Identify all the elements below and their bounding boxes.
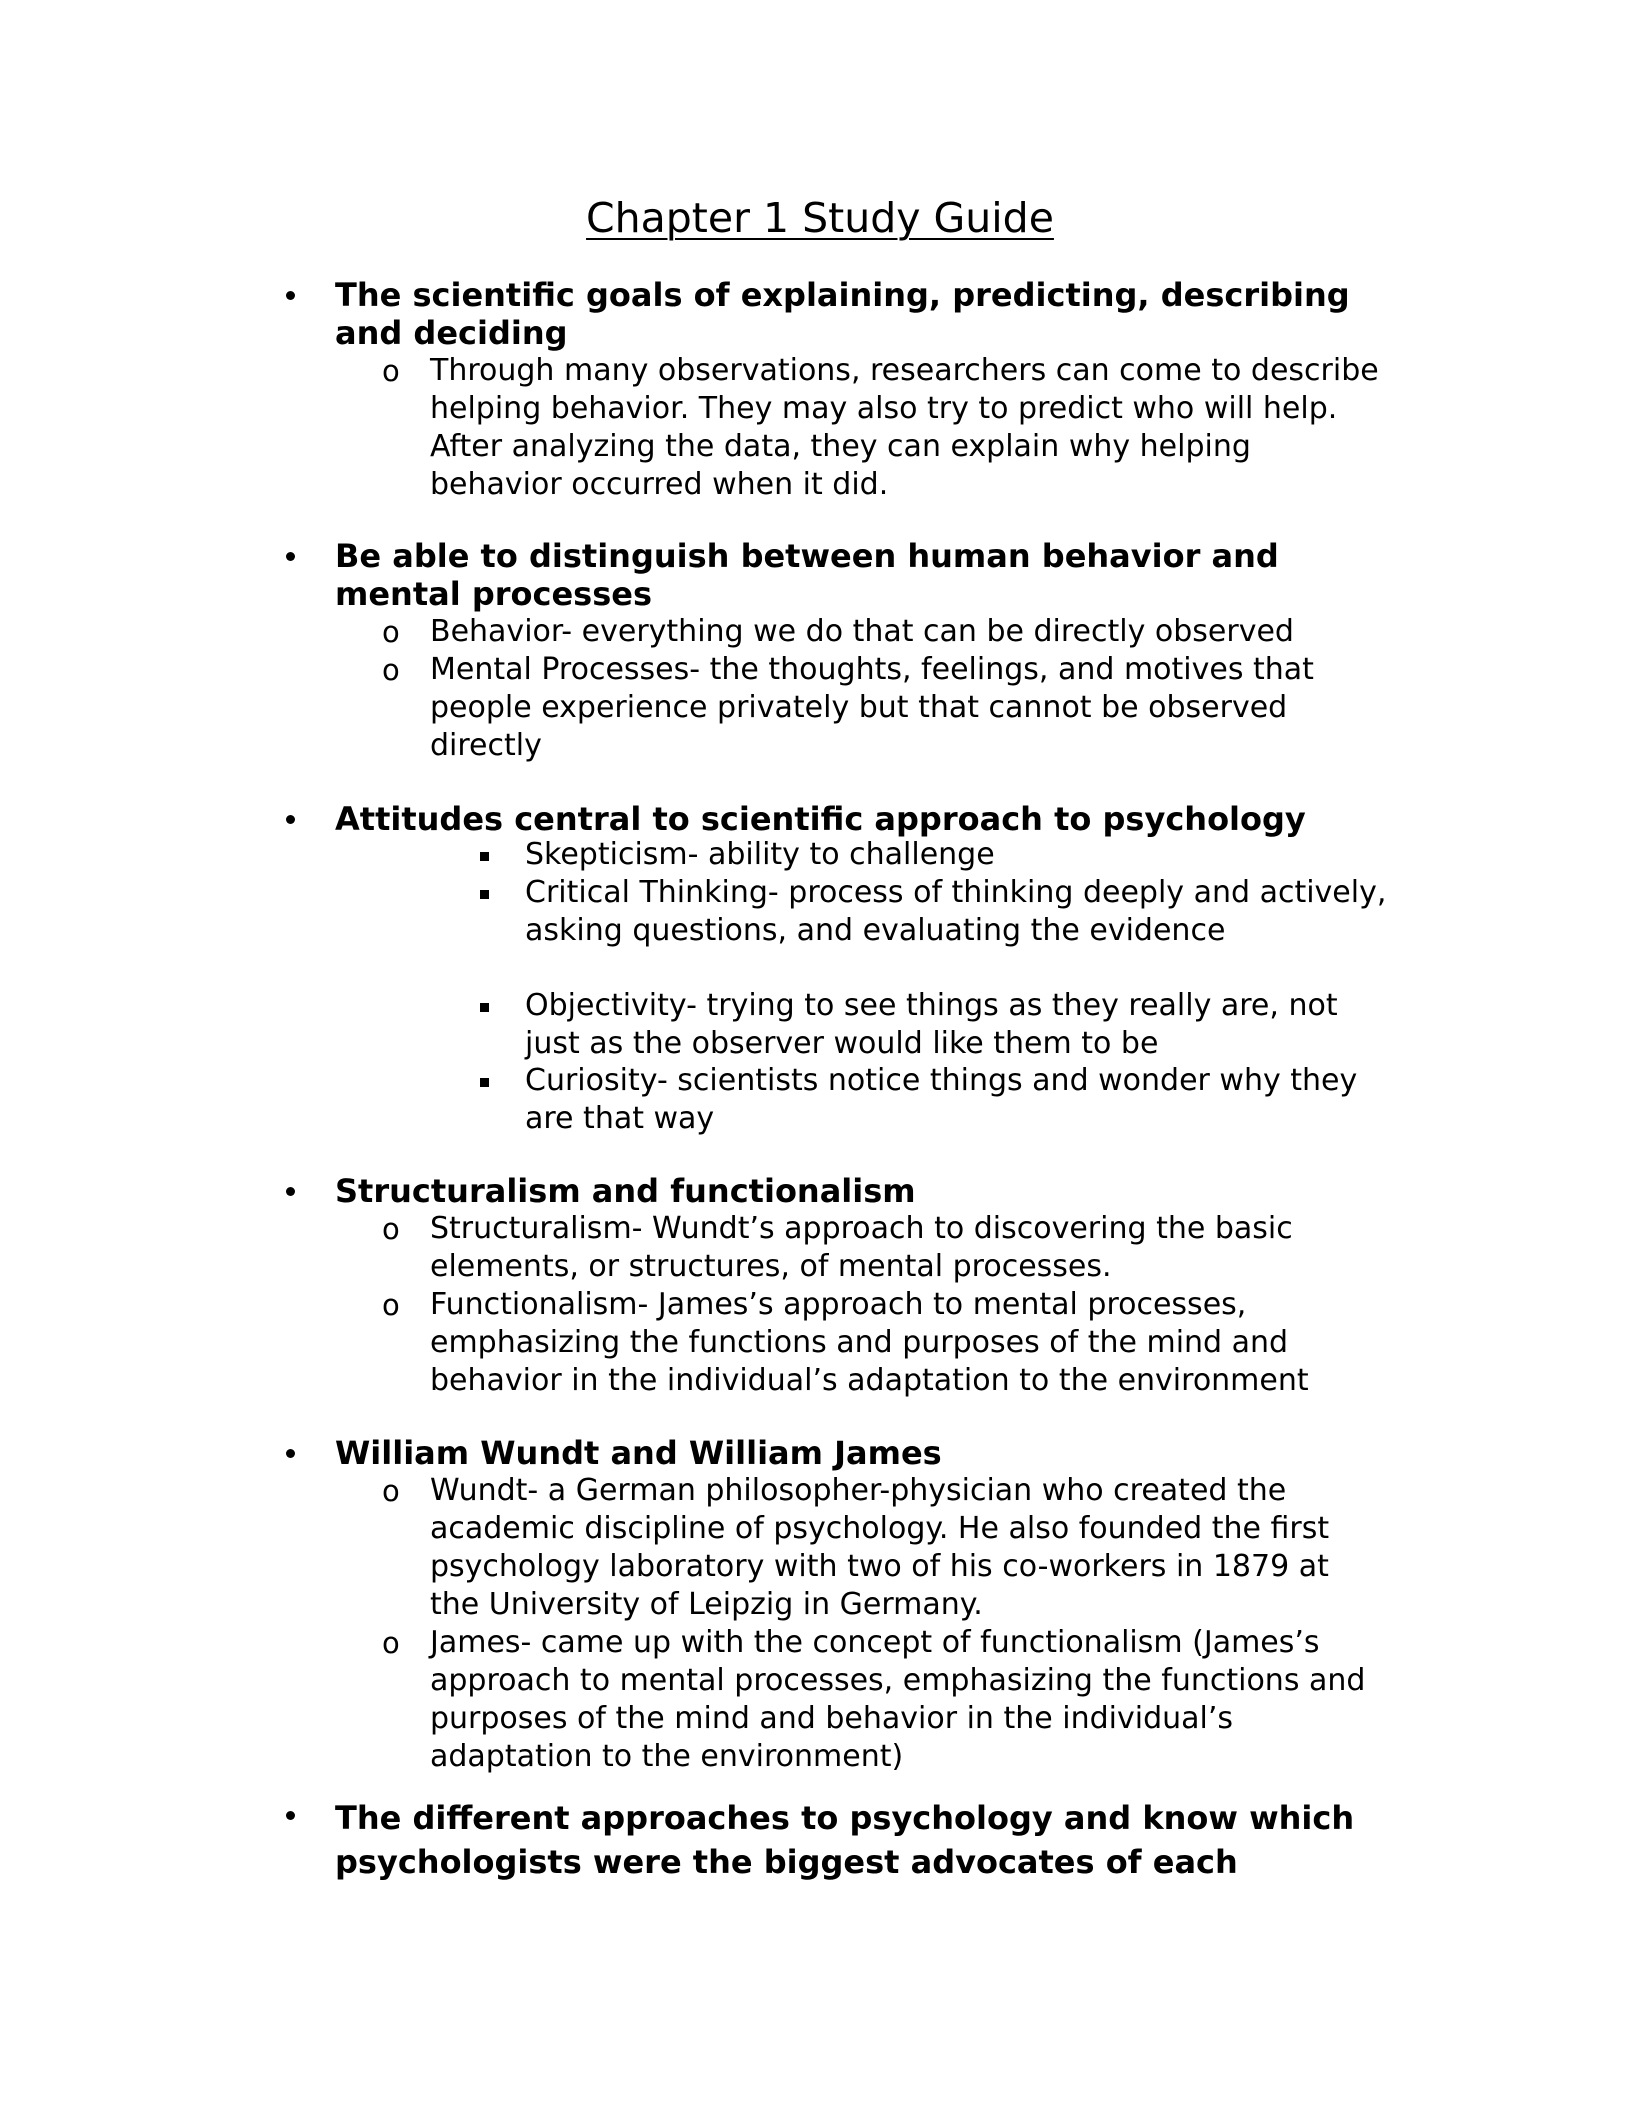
bullet-marker xyxy=(284,537,304,575)
square-bullet-marker xyxy=(480,890,489,899)
sub-bullet-marker: o xyxy=(382,1212,400,1246)
sub-bullet-marker: o xyxy=(382,653,400,687)
list-item: Structuralism- Wundt’s approach to discovering the basic elements, or structures, of mental processes. xyxy=(430,1211,1293,1284)
square-bullet-marker xyxy=(480,1003,489,1012)
square-bullet-marker xyxy=(480,1078,489,1087)
list-item: Functionalism- James’s approach to mental processes, emphasizing the functions and purposes of the mind and behavior in the individual’s adaptation to the environment xyxy=(430,1287,1309,1398)
list-item: James- came up with the concept of functionalism (James’s approach to mental processes, emphasizing the functions and purposes of the mind and behavior in the individual’s adaptation to the environment) xyxy=(430,1625,1366,1774)
list-item: Objectivity- trying to see things as they really are, not just as the observer would like them to be xyxy=(525,988,1338,1061)
section-heading: Be able to distinguish between human behavior and mental processes xyxy=(335,537,1279,613)
page-title: Chapter 1 Study Guide xyxy=(586,194,1054,242)
section-heading: Structuralism and functionalism xyxy=(335,1172,916,1210)
bullet-marker xyxy=(284,276,304,314)
list-item: Mental Processes- the thoughts, feelings, and motives that people experience privately but that cannot be observed directly xyxy=(430,652,1314,763)
sub-bullet-marker: o xyxy=(382,1474,400,1508)
list-item: Skepticism- ability to challenge xyxy=(525,837,995,872)
square-bullet-marker xyxy=(480,852,489,861)
sub-bullet-marker: o xyxy=(382,1626,400,1660)
sub-bullet-marker: o xyxy=(382,1288,400,1322)
sub-bullet-marker: o xyxy=(382,354,400,388)
bullet-marker xyxy=(284,800,304,838)
section-heading: The different approaches to psychology and know which psychologists were the biggest advocates of each xyxy=(335,1799,1355,1881)
list-item: Wundt- a German philosopher-physician who created the academic discipline of psychology. He also founded the first psychology laboratory with two of his co-workers in 1879 at the University of Leipzig in Germany. xyxy=(430,1473,1330,1622)
list-item: Curiosity- scientists notice things and wonder why they are that way xyxy=(525,1063,1358,1136)
list-item: Through many observations, researchers can come to describe helping behavior. They may also try to predict who will help. After analyzing the data, they can explain why helping behavior occurred when it did. xyxy=(430,353,1379,502)
list-item: Critical Thinking- process of thinking deeply and actively, asking questions, and evaluating the evidence xyxy=(525,875,1387,948)
list-item: Behavior- everything we do that can be directly observed xyxy=(430,614,1294,649)
bullet-marker xyxy=(284,1796,304,1834)
section-heading: Attitudes central to scientific approach to psychology xyxy=(335,800,1306,838)
bullet-marker xyxy=(284,1434,304,1472)
bullet-marker xyxy=(284,1172,304,1210)
section-heading: The scientific goals of explaining, predicting, describing and deciding xyxy=(335,276,1350,352)
section-heading: William Wundt and William James xyxy=(335,1434,942,1472)
sub-bullet-marker: o xyxy=(382,615,400,649)
